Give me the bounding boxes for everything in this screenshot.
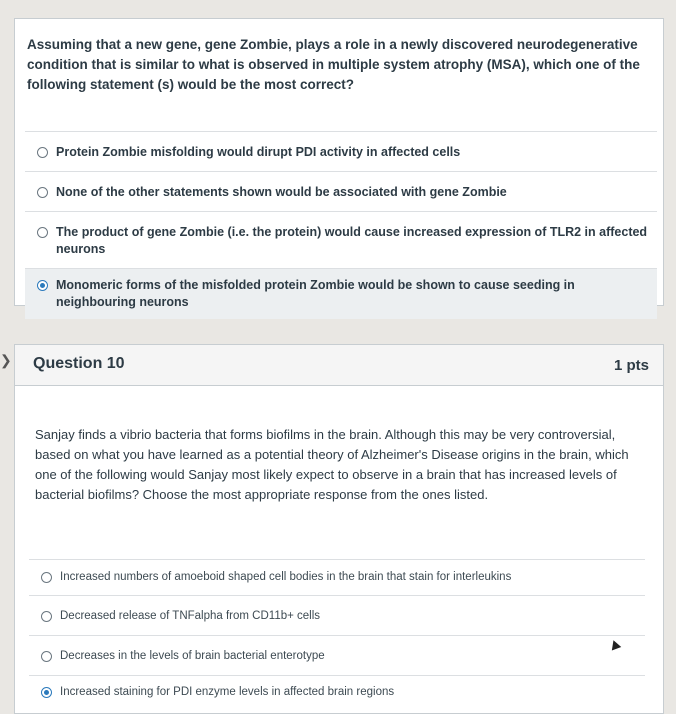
question-10-answers	[29, 559, 645, 709]
radio-button-selected[interactable]	[41, 687, 52, 698]
radio-button[interactable]	[37, 147, 48, 158]
radio-button[interactable]	[37, 187, 48, 198]
collapse-chevron-icon[interactable]: ❯	[0, 352, 12, 368]
answer-option[interactable]	[25, 131, 657, 171]
radio-button[interactable]	[41, 651, 52, 662]
question-9-prompt: Assuming that a new gene, gene Zombie, plays a role in a newly discovered neurodegenerative condition that is similar to what is observed in multiple system atrophy (MSA), which one of the following statement (s) would be the most correct?	[27, 37, 640, 92]
answer-label: The product of gene Zombie (i.e. the protein) would cause increased expression of TLR2 in affected neurons	[56, 225, 648, 256]
radio-button[interactable]	[41, 611, 52, 622]
answer-option[interactable]	[29, 595, 645, 635]
answer-label: Decreased release of TNFalpha from CD11b+ cells	[60, 610, 321, 622]
question-header	[15, 345, 663, 386]
answer-label: Increased numbers of amoeboid shaped cell bodies in the brain that stain for interleukins	[60, 571, 512, 583]
answer-option[interactable]	[25, 171, 657, 211]
answer-option-selected[interactable]	[29, 675, 645, 709]
answer-label: Monomeric forms of the misfolded protein Zombie would be shown to cause seeding in neighbouring neurons	[56, 278, 575, 309]
question-9-card	[14, 18, 664, 309]
answer-option[interactable]	[25, 211, 657, 268]
answer-option-selected[interactable]	[25, 268, 657, 319]
answer-label: None of the other statements shown would be associated with gene Zombie	[56, 185, 507, 199]
question-10-prompt: Sanjay finds a vibrio bacteria that forms biofilms in the brain. Although this may be very controversial, based on what you have learned as a potential theory of Alzheimer's Disease origins in the brain, which one of the following would Sanjay most likely expect to observe in a brain that has increased levels of bacterial biofilms? Choose the most appropriate response from the ones listed.	[35, 427, 629, 502]
radio-button[interactable]	[37, 227, 48, 238]
radio-button-selected[interactable]	[37, 280, 48, 291]
radio-button[interactable]	[41, 572, 52, 583]
answer-label: Protein Zombie misfolding would dirupt PDI activity in affected cells	[56, 145, 461, 159]
answer-label: Increased staining for PDI enzyme levels in affected brain regions	[60, 686, 395, 698]
answer-option[interactable]	[29, 635, 645, 675]
answer-label: Decreases in the levels of brain bacterial enterotype	[60, 650, 325, 662]
question-9-answers	[25, 131, 657, 319]
question-points: 1 pts	[613, 357, 649, 374]
question-10-card	[14, 344, 664, 714]
answer-option[interactable]	[29, 559, 645, 595]
question-title: Question 10	[33, 355, 125, 372]
